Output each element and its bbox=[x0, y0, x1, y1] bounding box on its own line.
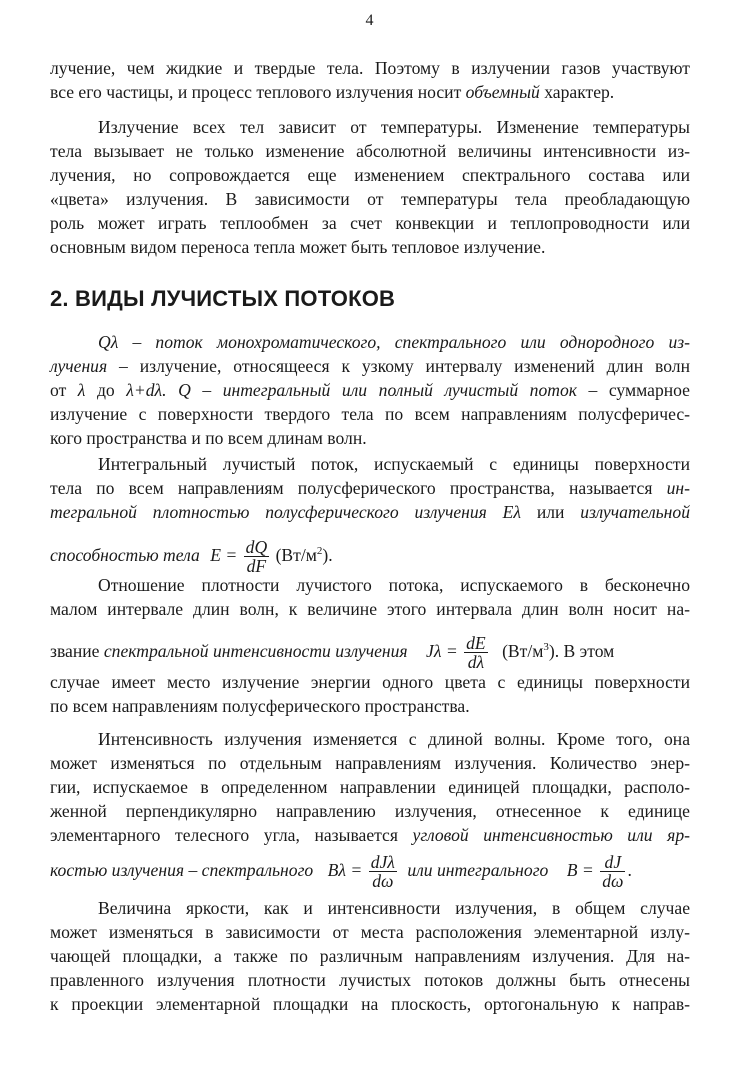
paragraph-line: тела по всем направлениям полусферического пространства, называется ин- bbox=[50, 478, 690, 498]
paragraph-line: правленного излучения плотности лучистых потоков должны быть отнесены bbox=[50, 970, 690, 990]
paragraph-line: Qλ – поток монохроматического, спектрального или однородного из- bbox=[98, 332, 690, 352]
paragraph-line: тела вызывает не только изменение абсолютной величины интенсивности из- bbox=[50, 141, 690, 161]
paragraph-line: по всем направлениям полусферического пространства. bbox=[50, 696, 470, 716]
fraction-dJlambda-domega: $\frac{\text{dJλ}}{d\omega}$ bbox=[370, 852, 395, 892]
paragraph-line: Величина яркости, как и интенсивности излучения, в общем случае bbox=[98, 898, 690, 918]
fraction-dQ-dF: $\frac{dQ}{dF}$ bbox=[245, 537, 268, 577]
paragraph-line: Интегральный лучистый поток, испускаемый с единицы поверхности bbox=[98, 454, 690, 474]
paragraph-line: кого пространства и по всем длинам волн. bbox=[50, 428, 367, 448]
page-number: 4 bbox=[365, 12, 374, 29]
section-heading: 2. ВИДЫ ЛУЧИСТЫХ ПОТОКОВ bbox=[50, 286, 396, 311]
formula-line: костью излучения – спектрального Bλ = $\frac{\text{dJλ}}{d\omega}$ или интегрального B = $\frac{dJ}{d\omega}$ . bbox=[50, 852, 632, 892]
paragraph-line: основным видом переноса тепла может быть тепловое излучение. bbox=[50, 237, 546, 257]
paragraph-line: к проекции элементарной площадки на плоскость, ортогональную к направ- bbox=[50, 994, 690, 1014]
formula-line: звание спектральной интенсивности излучения Jλ = $\frac{dE}{d\lambda}$ $(Вт/м^3)$. В этом bbox=[50, 633, 615, 673]
paragraph-line: излучение с поверхности твердого тела по всем направлениям полусферичес- bbox=[50, 404, 690, 424]
paragraph-line: случае имеет место излучение энергии одного цвета с единицы поверхности bbox=[50, 672, 690, 692]
paragraph-line: «цвета» излучения. В зависимости от температуры тела преобладающую bbox=[50, 189, 690, 209]
formula-line: способностью тела E = $\frac{dQ}{dF}$ $(Вт/м^2)$. bbox=[50, 537, 333, 577]
paragraph-line: элементарного телесного угла, называется угловой интенсивностью или яр- bbox=[50, 825, 690, 845]
paragraph-line: лучения – излучение, относящееся к узкому интервалу изменений длин волн bbox=[50, 356, 690, 376]
fraction-dE-dlambda: $\frac{dE}{d\lambda}$ bbox=[466, 633, 486, 673]
paragraph-line: Излучение всех тел зависит от температуры. Изменение температуры bbox=[98, 117, 690, 137]
paragraph-line: роль может играть теплообмен за счет конвекции и теплопроводности или bbox=[50, 213, 690, 233]
paragraph-line: лучения, но сопровождается еще изменением спектрального состава или bbox=[50, 165, 690, 185]
paragraph-line: малом интервале длин волн, к величине этого интервала длин волн носит на- bbox=[50, 599, 690, 619]
paragraph-line: может изменяться в зависимости от места расположения элементарной излу- bbox=[50, 922, 690, 942]
paragraph-line: тегральной плотностью полусферического излучения Eλ или излучательной bbox=[50, 502, 690, 522]
paragraph-line: может изменяться по отдельным направлениям излучения. Количество энер- bbox=[50, 753, 690, 773]
paragraph-line: Интенсивность излучения изменяется с длиной волны. Кроме того, она bbox=[98, 729, 690, 749]
paragraph-line: все его частицы, и процесс теплового излучения носит объемный характер. bbox=[50, 82, 615, 102]
fraction-dJ-domega: $\frac{dJ}{d\omega}$ bbox=[602, 852, 624, 892]
paragraph-line: Отношение плотности лучистого потока, испускаемого в бесконечно bbox=[98, 575, 690, 595]
paragraph-line: гии, испускаемое в определенном направлении единицей площадки, располо- bbox=[50, 777, 690, 797]
paragraph-line: от λ до λ+dλ. Q – интегральный или полный лучистый поток – суммарное bbox=[50, 380, 690, 400]
paragraph-line: лучение, чем жидкие и твердые тела. Поэтому в излучении газов участвуют bbox=[50, 58, 690, 78]
paragraph-line: чающей площадки, а также по различным направлениям излучения. Для на- bbox=[50, 946, 690, 966]
paragraph-line: женной перпендикулярно направлению излучения, отнесенное к единице bbox=[50, 801, 690, 821]
